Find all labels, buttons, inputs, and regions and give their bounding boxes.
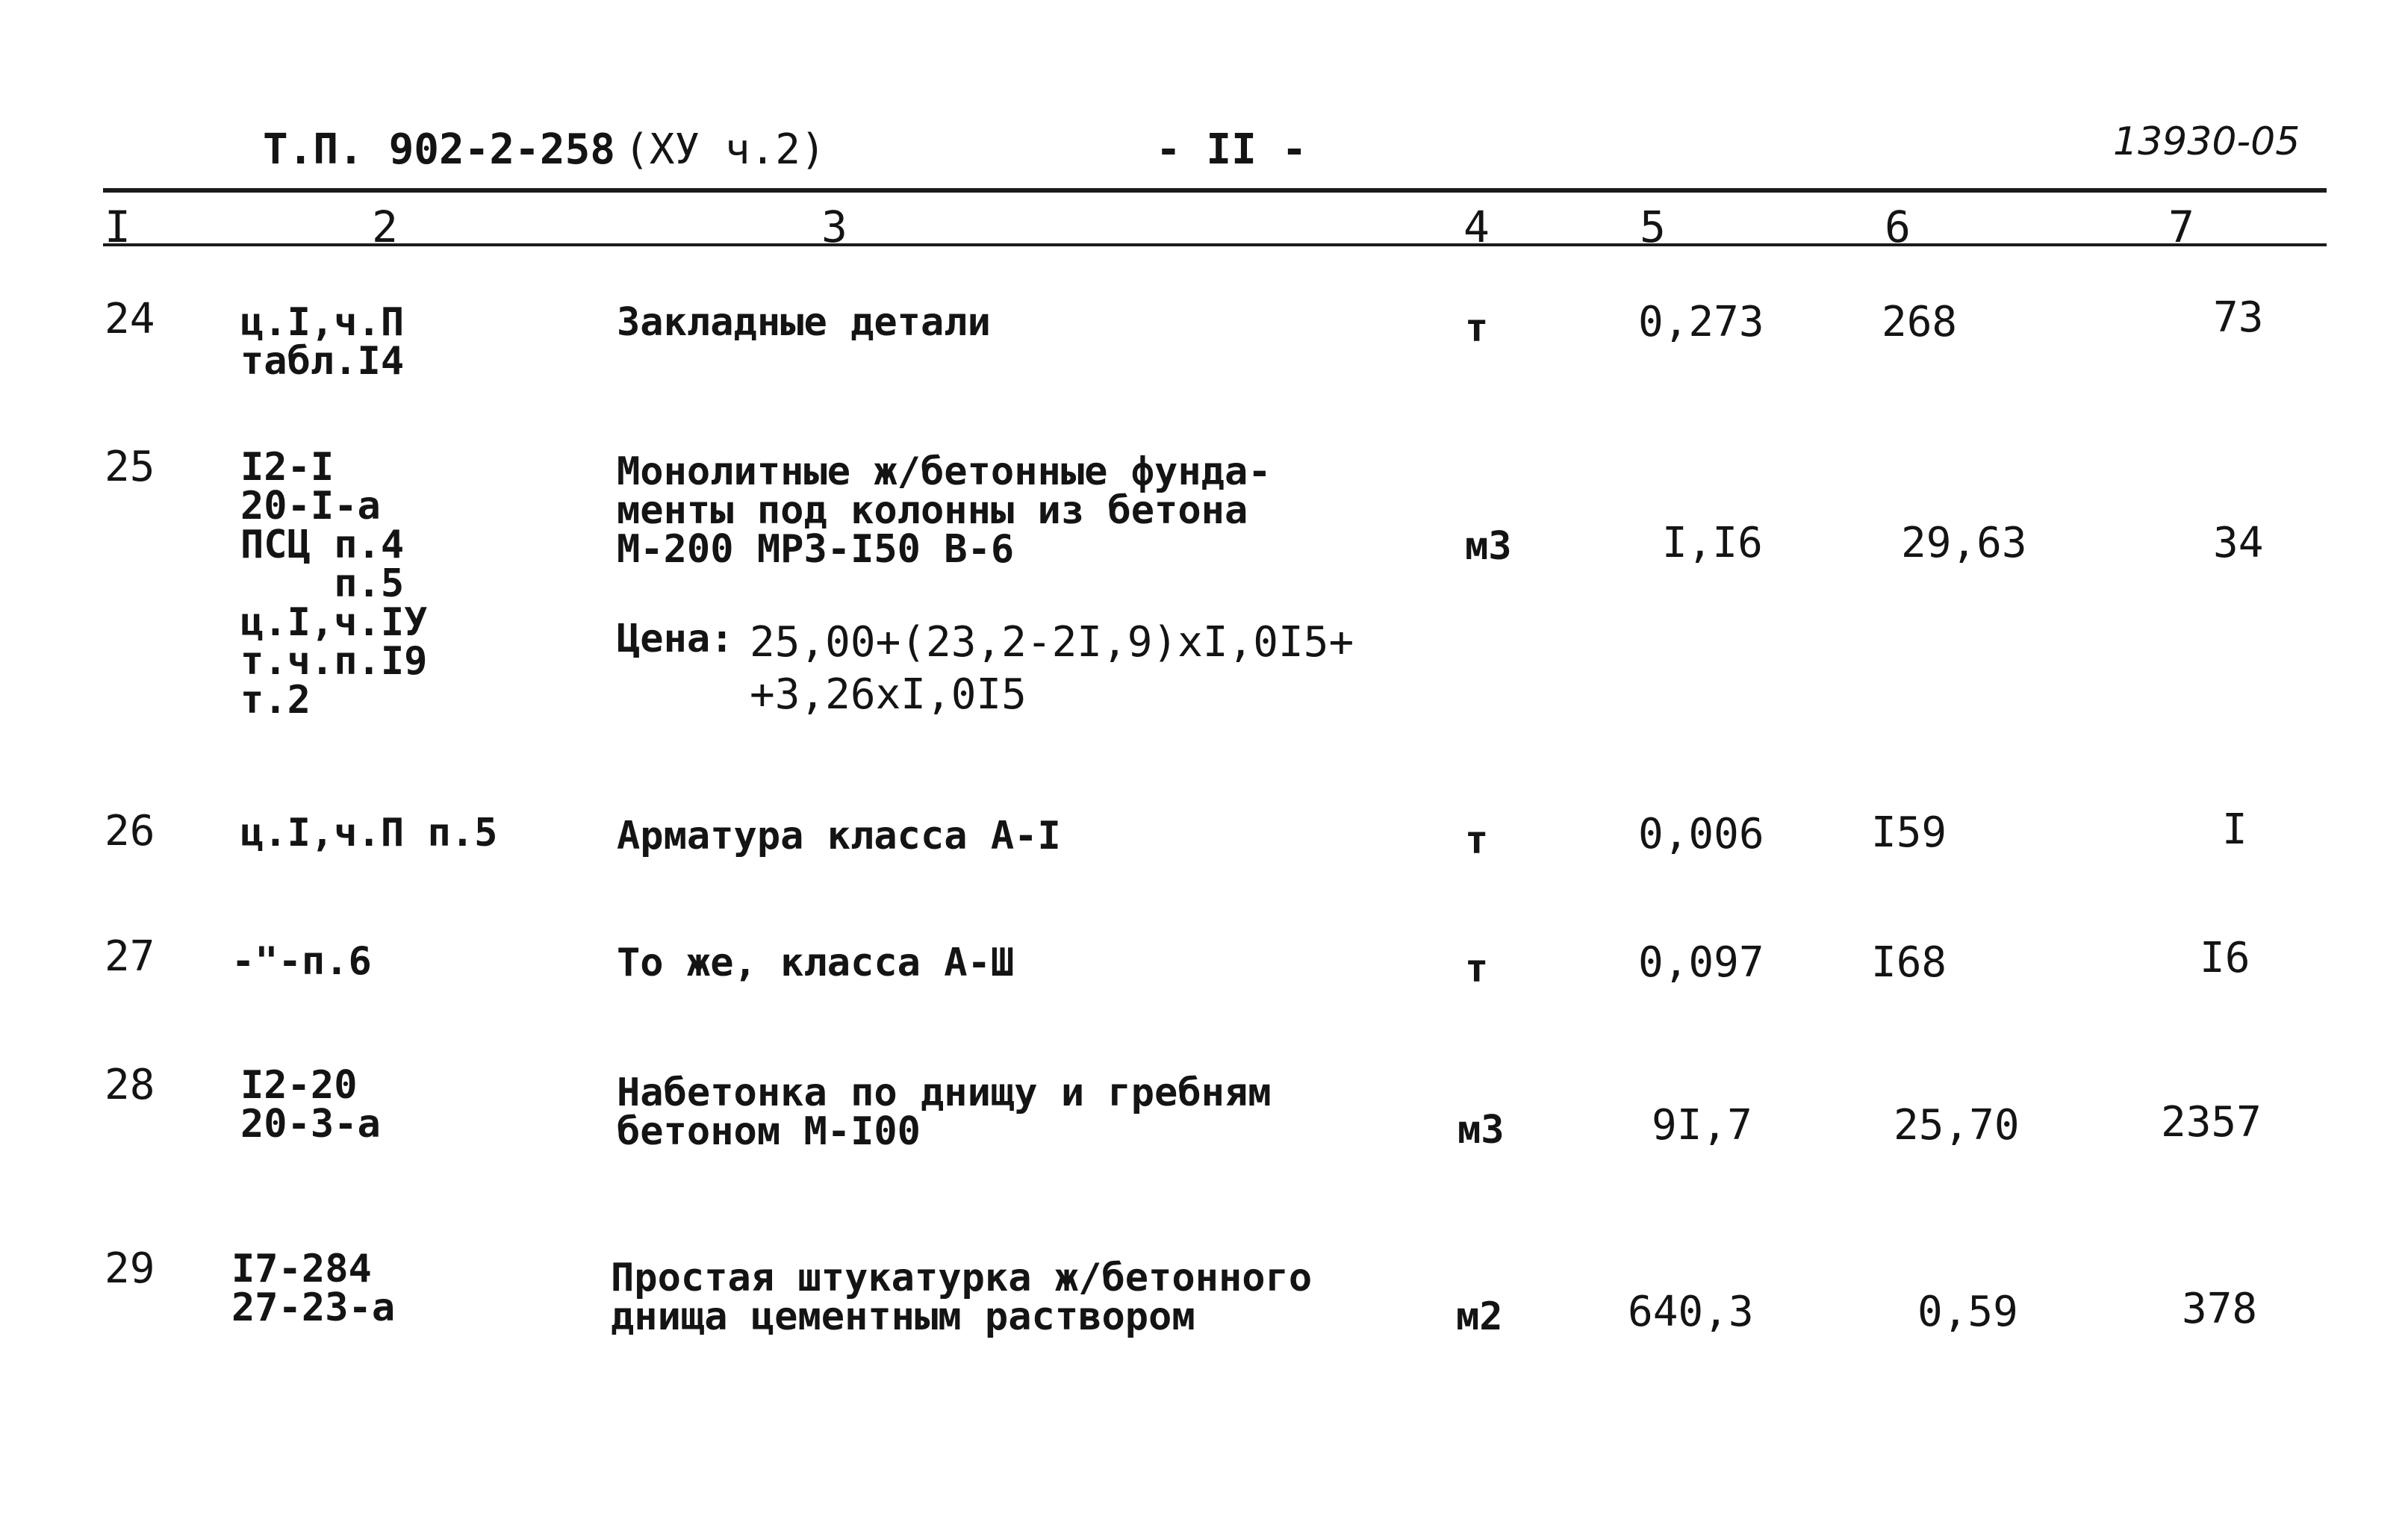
row-reference: I2-20 20-3-а [240,1063,381,1147]
row-quantity: 0,273 [1638,298,1764,346]
row-reference: ц.I,ч.П табл.I4 [240,300,405,384]
row-unit: м3 [1465,524,1512,569]
row-quantity: 0,097 [1638,938,1764,987]
column-number-4: 4 [1463,202,1490,252]
column-number-2: 2 [372,202,398,252]
row-description: Монолитные ж/бетонные фунда- менты под колонны из бетона М-200 МРЗ-I50 В-6 [617,449,1272,572]
row-number: 25 [105,443,155,491]
row-description: Простая штукатурка ж/бетонного днища цементным раствором [611,1256,1313,1339]
row-description: То же, класса А-Ш [617,941,1015,985]
row-unit: т [1465,818,1489,863]
row-reference: I7-284 27-23-а [231,1247,396,1330]
row-number: 29 [105,1244,155,1293]
row-quantity: I,I6 [1662,519,1763,567]
column-number-1: I [105,202,131,252]
page-number: - II - [1156,125,1307,174]
row-total: 34 [2213,519,2264,567]
column-number-5: 5 [1640,202,1666,252]
row-description: Набетонка по днищу и гребням бетоном М-I00 [617,1070,1272,1154]
header-top-rule [103,188,2327,193]
price-formula: 25,00+(23,2-2I,9)хI,0I5+ +3,26хI,0I5 [750,618,1354,719]
project-number: Т.П. 902-2-258 [263,125,616,174]
row-total: I6 [2200,934,2250,982]
row-reference: -"-п.6 [231,939,372,984]
row-total: I [2222,805,2247,854]
volume-label: (ХУ ч.2) [624,125,826,174]
row-price: 268 [1882,298,1958,346]
row-number: 28 [105,1061,155,1109]
column-number-3: 3 [821,202,847,252]
row-quantity: 640,3 [1628,1288,1754,1336]
column-number-6: 6 [1885,202,1911,252]
row-total: 2357 [2161,1098,2262,1147]
row-price: I59 [1871,808,1947,857]
row-number: 24 [105,295,155,343]
row-price: 25,70 [1894,1101,2020,1150]
column-number-7: 7 [2168,202,2194,252]
row-unit: м3 [1457,1108,1505,1153]
document-code: 13930-05 [2113,119,2300,164]
row-description: Закладные детали [617,300,991,345]
row-total: 73 [2213,293,2264,342]
price-note-label: Цена: [617,617,734,661]
row-number: 26 [105,807,155,855]
row-unit: т [1465,947,1489,991]
row-quantity: 9I,7 [1652,1101,1752,1150]
row-number: 27 [105,932,155,981]
row-unit: т [1465,306,1489,351]
row-price: 0,59 [1917,1288,2018,1336]
row-reference: I2-I 20-I-а ПСЦ п.4 п.5 ц.I,ч.IУ т.ч.п.I9 т.2 [240,445,428,723]
row-total: 378 [2182,1285,2258,1333]
row-description: Арматура класса А-I [617,814,1061,858]
row-quantity: 0,006 [1638,810,1764,858]
row-reference: ц.I,ч.П п.5 [240,811,498,855]
header-bottom-rule [103,243,2327,246]
row-unit: м2 [1456,1294,1503,1339]
row-price: 29,63 [1901,519,2027,567]
row-price: I68 [1871,938,1947,987]
